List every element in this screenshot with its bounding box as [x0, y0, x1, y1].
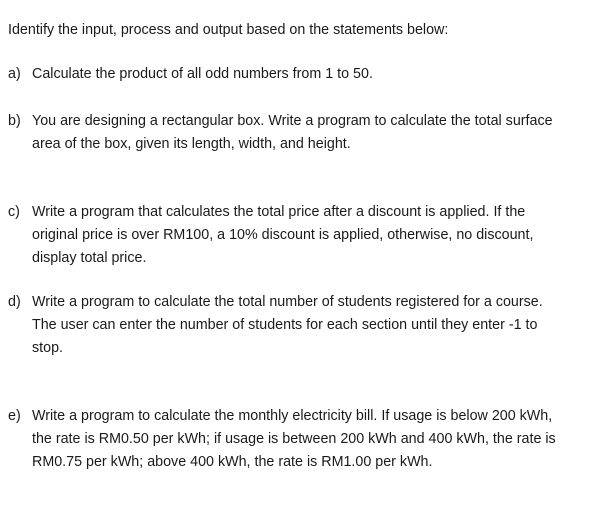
question-line: display total price.	[32, 250, 147, 266]
question-letter: e)	[8, 408, 21, 424]
question-line: Calculate the product of all odd numbers from 1 to 50.	[32, 66, 373, 82]
question-line: stop.	[32, 340, 63, 356]
question-letter: d)	[8, 294, 21, 310]
question-line: area of the box, given its length, width, and height.	[32, 136, 351, 152]
question-text	[32, 291, 603, 360]
question-text	[32, 63, 603, 86]
question-line: Write a program to calculate the monthly electricity bill. If usage is below 200 kWh,	[32, 408, 553, 424]
question-letter: b)	[8, 113, 21, 129]
question-e	[8, 405, 603, 474]
question-letter: c)	[8, 204, 20, 220]
question-line: the rate is RM0.50 per kWh; if usage is between 200 kWh and 400 kWh, the rate is	[32, 431, 556, 447]
instruction-heading: Identify the input, process and output based on the statements below:	[8, 22, 449, 38]
question-line: RM0.75 per kWh; above 400 kWh, the rate is RM1.00 per kWh.	[32, 454, 433, 470]
question-c	[8, 201, 603, 270]
question-line: Write a program that calculates the total price after a discount is applied. If the	[32, 204, 526, 220]
question-letter: a)	[8, 66, 21, 82]
question-line: You are designing a rectangular box. Write a program to calculate the total surface	[32, 113, 553, 129]
question-a	[8, 63, 603, 86]
question-d	[8, 291, 603, 360]
question-text	[32, 405, 603, 474]
question-line: Write a program to calculate the total number of students registered for a course.	[32, 294, 543, 310]
question-text	[32, 201, 603, 270]
question-text	[32, 110, 603, 156]
question-line: original price is over RM100, a 10% discount is applied, otherwise, no discount,	[32, 227, 534, 243]
question-b	[8, 110, 603, 156]
question-line: The user can enter the number of students for each section until they enter -1 to	[32, 317, 538, 333]
